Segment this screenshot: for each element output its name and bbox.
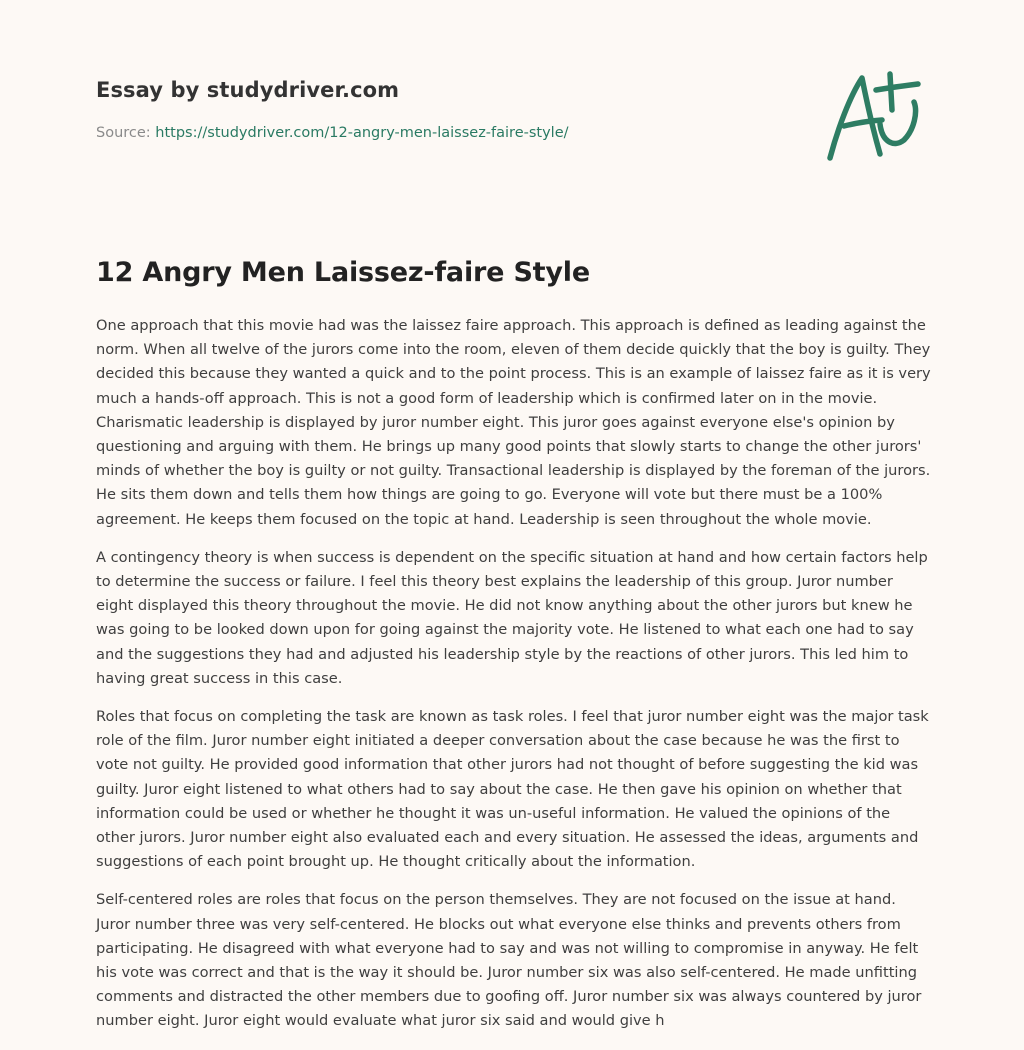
page-header xyxy=(96,76,796,143)
source-line xyxy=(96,123,796,143)
essay-body xyxy=(96,314,932,1048)
paragraph: Roles that focus on completing the task are known as task roles. I feel that juror number eight was the major task role of the film. Juror number eight initiated a deeper conversation about the case because he was the first to vote not guilty. He provided good information that other jurors had not thought of before suggesting the kid was guilty. Juror eight listened to what others had to say about the case. He then gave his opinion on whether that information could be used or whether he thought it was un-useful information. He valued the opinions of the other jurors. Juror number eight also evaluated each and every situation. He assessed the ideas, arguments and suggestions of each point brought up. He thought critically about the information. xyxy=(96,708,929,871)
source-link[interactable]: https://studydriver.com/12-angry-men-laissez-faire-style/ xyxy=(155,125,569,141)
a-plus-grade-icon xyxy=(822,68,928,164)
paragraph: One approach that this movie had was the laissez faire approach. This approach is defined as leading against the norm. When all twelve of the jurors come into the room, eleven of them decide quickly that the boy is guilty. They decided this because they wanted a quick and to the point process. This is an example of laissez faire as it is very much a hands-off approach. This is not a good form of leadership which is confirmed later on in the movie. Charismatic leadership is displayed by juror number eight. This juror goes against everyone else's opinion by questioning and arguing with them. He brings up many good points that slowly starts to change the other jurors' minds of whether the boy is guilty or not guilty. Transactional leadership is displayed by the foreman of the jurors. He sits them down and tells them how things are going to go. Everyone will vote but there must be a 100% agreement. He keeps them focused on the topic at hand. Leadership is seen throughout the whole movie. xyxy=(96,317,931,528)
source-label: Source: xyxy=(96,125,151,141)
paragraph: A contingency theory is when success is dependent on the specific situation at hand and how certain factors help to determine the success or failure. I feel this theory best explains the leadership of this group. Juror number eight displayed this theory throughout the movie. He did not know anything about the other jurors but knew he was going to be looked down upon for going against the majority vote. He listened to what each one had to say and the suggestions they had and adjusted his leadership style by the reactions of other jurors. This led him to having great success in this case. xyxy=(96,548,928,687)
site-title: Essay by studydriver.com xyxy=(96,78,400,102)
paragraph: Self-centered roles are roles that focus on the person themselves. They are not focused on the issue at hand. Juror number three was very self-centered. He blocks out what everyone else thinks and prevents others from participating. He disagreed with what everyone had to say and was not willing to compromise in anyway. He felt his vote was correct and that is the way it should be. Juror number six was also self-centered. He made unfitting comments and distracted the other members due to goofing off. Juror number six was always countered by juror number eight. Juror eight would evaluate what juror six said and would give h xyxy=(96,891,922,1030)
document-title: 12 Angry Men Laissez-faire Style xyxy=(96,257,590,288)
